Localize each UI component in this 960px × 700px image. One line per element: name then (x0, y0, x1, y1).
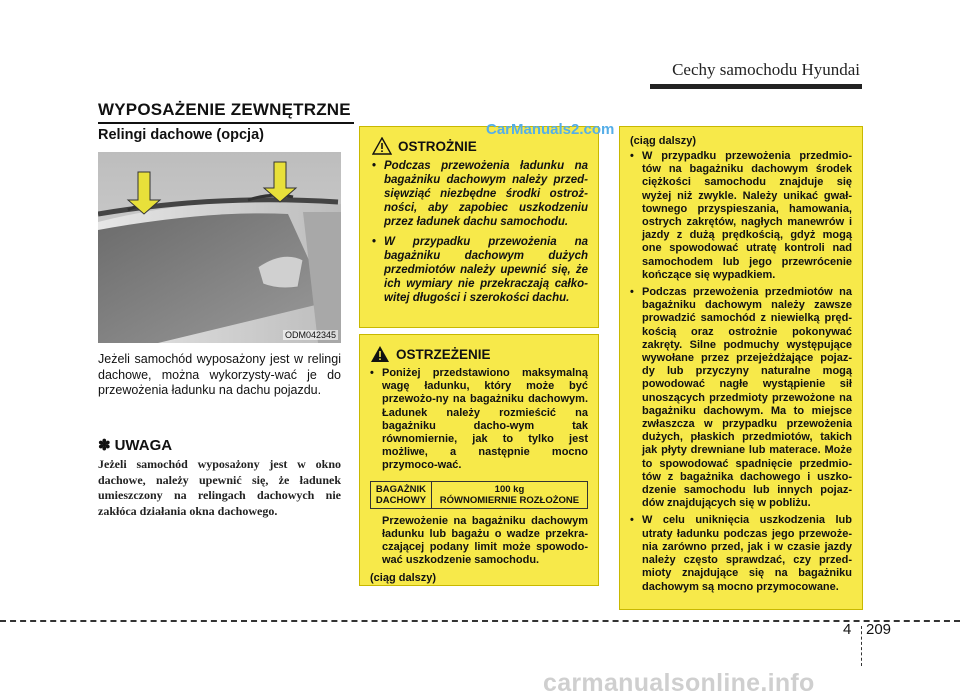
chapter-number: 4 (843, 621, 852, 638)
subsection-title: Relingi dachowe (opcja) (98, 127, 264, 143)
note-heading (98, 436, 172, 454)
warning-item: • Poniżej przedstawiono maksymalną wagę ładunku, który może być przewożo-ny na bagażniku dachowym. Ładunek należy rozmieścić na bagażniku dacho-wym tak równomiernie, jak to tylko jest możliwe, a następnie mocno przymoco-wać. (370, 367, 588, 473)
running-header: Cechy samochodu Hyundai (672, 60, 860, 79)
footer-divider (861, 626, 862, 666)
figure-code: ODM042345 (284, 330, 336, 340)
caution-heading (372, 137, 588, 155)
load-value-line1: 100 kg (494, 483, 525, 495)
load-value-cell (431, 481, 587, 508)
load-label-line2: DACHOWY (375, 494, 427, 506)
page-number: 209 (866, 621, 892, 638)
continued-box (619, 126, 863, 610)
continued-item: • W przypadku przewożenia przedmio-tów na bagażniku dachowym środek ciężkości samochodu znajduje się wyżej niż zwykle. Należy unikać gwał-townego przyspieszania, hamowania, ostrych zakrętów, nagłych manewrów i jazdy z dużą prędkością, gdyż mogą one spowodować utratę kontroli nad samochodem lub jego przewrócenie kończące się wypadkiem. (630, 150, 852, 282)
warning-after-table: Przewożenie na bagażniku dachowym ładunku lub bagażu o wadze przekra-czającej podany limit może spowodo-wać uszkodzenie samochodu. (382, 514, 588, 567)
header-rule (650, 84, 862, 89)
caution-title: OSTROŻNIE (398, 138, 477, 154)
warning-triangle-icon (370, 345, 390, 363)
load-value-line2: RÓWNOMIERNIE ROZŁOŻONE (439, 494, 580, 506)
roof-load-table (370, 481, 588, 509)
warning-box (359, 334, 599, 586)
warning-heading (370, 345, 588, 363)
load-label-cell (371, 481, 432, 508)
footer-dashed-rule (0, 620, 960, 622)
warning-title: OSTRZEŻENIE (396, 346, 491, 362)
continued-item: • W celu uniknięcia uszkodzenia lub utraty ładunku podczas jego przewoże-nia zarówno przed, jak i w czasie jazdy należy często sprawdzać, czy przed-mioty znajdujące się na bagażniku dachowym są mocno przymocowane. (630, 514, 852, 593)
watermark-logo: CarManuals2.com (486, 121, 615, 138)
caution-box (359, 126, 599, 328)
continued-item: • Podczas przewożenia przedmiotów na bagażniku dachowym należy zawsze prowadzić samochód z niewielką pręd-kością oraz ostrożnie pokonywać zakręty. Silne podmuchy występujące wywołane przez przejeżdżające pojaz-dy lub przyczyny naturalne mogą powodować nagłe wystąpienie sił unoszących przedmioty przewożone na bagażniku dachowym. Ma to miejsce zwłaszcza w przypadku przewożenia dużych, płaskich przedmiotów, takich jak płyty drewniane lub materace. Może to spowodować spadnięcie przedmio-tów z bagażnika dachowego i uszko-dzenie samochodu lub innych pojaz-dów znajdujących się w pobliżu. (630, 286, 852, 510)
caution-item: • Podczas przewożenia ładunku na bagażniku dachowym należy przed-sięwziąć niezbędne środki ostroż-ności, aby zapobiec uszkodzeniu przez ładunek dachu samochodu. (372, 159, 588, 229)
continued-list (630, 150, 852, 594)
site-watermark: carmanualsonline.info (543, 669, 815, 697)
continued-box-title: (ciąg dalszy) (630, 135, 697, 147)
caution-list (372, 159, 588, 305)
body-paragraph: Jeżeli samochód wyposażony jest w relingi dachowe, można wykorzysty-wać je do przewożenia ładunku na dachu pojazdu. (98, 352, 341, 397)
warning-list (370, 367, 588, 473)
note-title: UWAGA (114, 437, 173, 454)
continued-label: (ciąg dalszy) (370, 572, 437, 585)
caution-triangle-icon (372, 137, 392, 155)
roof-rack-photo (98, 152, 341, 343)
car-roof-illustration (98, 152, 341, 343)
note-star-icon: ✽ (98, 437, 111, 454)
caution-item: • W przypadku przewożenia na bagażniku dachowym dużych przedmiotów należy upewnić się, że ich wymiary nie przekraczają całko-witej długości i szerokości dachu. (372, 235, 588, 305)
section-rule (98, 122, 354, 124)
load-label-line1: BAGAŻNIK (375, 483, 427, 495)
table-row (371, 481, 588, 508)
note-text: Jeżeli samochód wyposażony jest w okno dachowe, należy upewnić się, że ładunek umieszczony na relingach dachowych nie zakłóca działania okna dachowego. (98, 457, 341, 518)
section-title: WYPOSAŻENIE ZEWNĘTRZNE (98, 100, 351, 119)
